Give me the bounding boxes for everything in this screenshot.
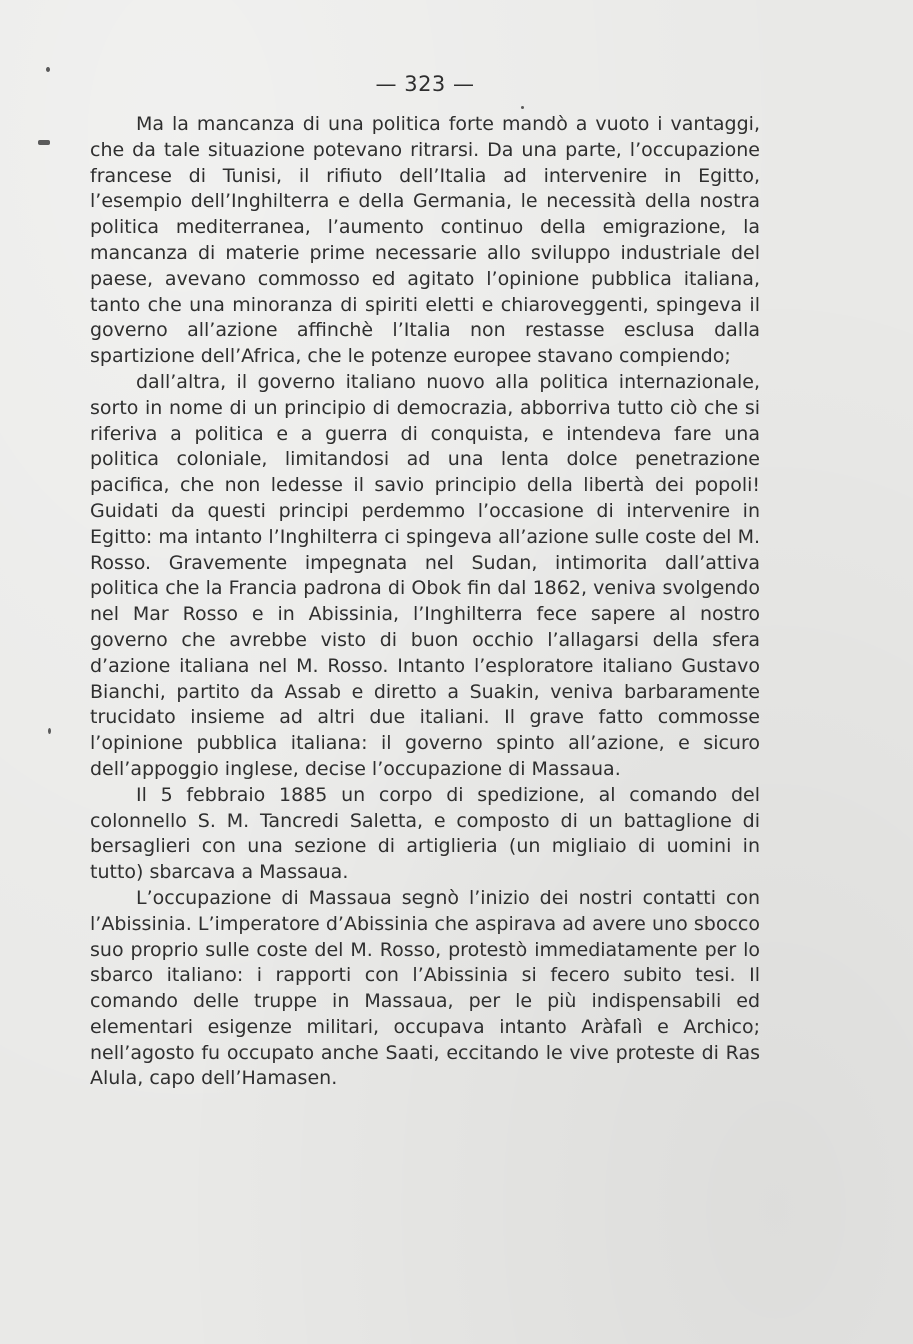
paragraph: Ma la mancanza di una politica forte mandò a vuoto i vantaggi, che da tale situazione potevano ritrarsi. Da una parte, l’occupazione francese di Tunisi, il rifiuto dell’Italia ad intervenire in Egitto, l’esempio dell’Inghilterra e della Germania, le necessità della nostra politica mediterranea, l’aumento continuo della emigrazione, la mancanza di materie prime necessarie allo sviluppo industriale del paese, avevano commosso ed agitato l’opinione pubblica italiana, tanto che una minoranza di spiriti eletti e chiaroveggenti, spingeva il governo all’azione affinchè l’Italia non restasse esclusa dalla spartizione dell’Africa, che le potenze europee stavano compiendo;	[90, 113, 760, 368]
paragraph: Il 5 febbraio 1885 un corpo di spedizione, al comando del colonnello S. M. Tancredi Saletta, e composto di un battaglione di bersaglieri con una sezione di artiglieria (un migliaio di uomini in tutto) sbarcava a Massaua.	[90, 783, 760, 884]
ink-speck	[38, 140, 50, 145]
paragraph: L’occupazione di Massaua segnò l’inizio dei nostri contatti con l’Abissinia. L’imperatore d’Abissinia che aspirava ad avere uno sbocco suo proprio sulle coste del M. Rosso, protestò immediatamente per lo sbarco italiano: i rapporti con l’Abissinia si fecero subito tesi. Il comando delle truppe in Massaua, per le più indispensabili ed elementari esigenze militari, occupava intanto Aràfalì e Archico; nell’agosto fu occupato anche Saati, eccitando le vive proteste di Ras Alula, capo dell’Hamasen.	[90, 886, 760, 1090]
body-text	[90, 112, 760, 1092]
ink-speck	[46, 67, 50, 72]
ink-speck	[521, 106, 524, 109]
page-number: — 323 —	[375, 72, 475, 96]
paragraph: dall’altra, il governo italiano nuovo alla politica internazionale, sorto in nome di un principio di democrazia, abborriva tutto ciò che si riferiva a politica e a guerra di conquista, e intendeva fare una politica coloniale, limitandosi ad una lenta dolce penetrazione pacifica, che non ledesse il savio principio della libertà dei popoli! Guidati da questi principi perdemmo l’occasione di intervenire in Egitto: ma intanto l’Inghilterra ci spingeva all’azione sulle coste del M. Rosso. Gravemente impegnata nel Sudan, intimorita dall’attiva politica che la Francia padrona di Obok fin dal 1862, veniva svolgendo nel Mar Rosso e in Abissinia, l’Inghilterra fece sapere al nostro governo che avrebbe visto di buon occhio l’allagarsi della sfera d’azione italiana nel M. Rosso. Intanto l’esploratore italiano Gustavo Bianchi, partito da Assab e diretto a Suakin, veniva barbaramente trucidato insieme ad altri due italiani. Il grave fatto commosse l’opinione pubblica italiana: il governo spinto all’azione, e sicuro dell’appoggio inglese, decise l’occupazione di Massaua.	[90, 370, 760, 780]
ink-speck	[48, 728, 51, 734]
